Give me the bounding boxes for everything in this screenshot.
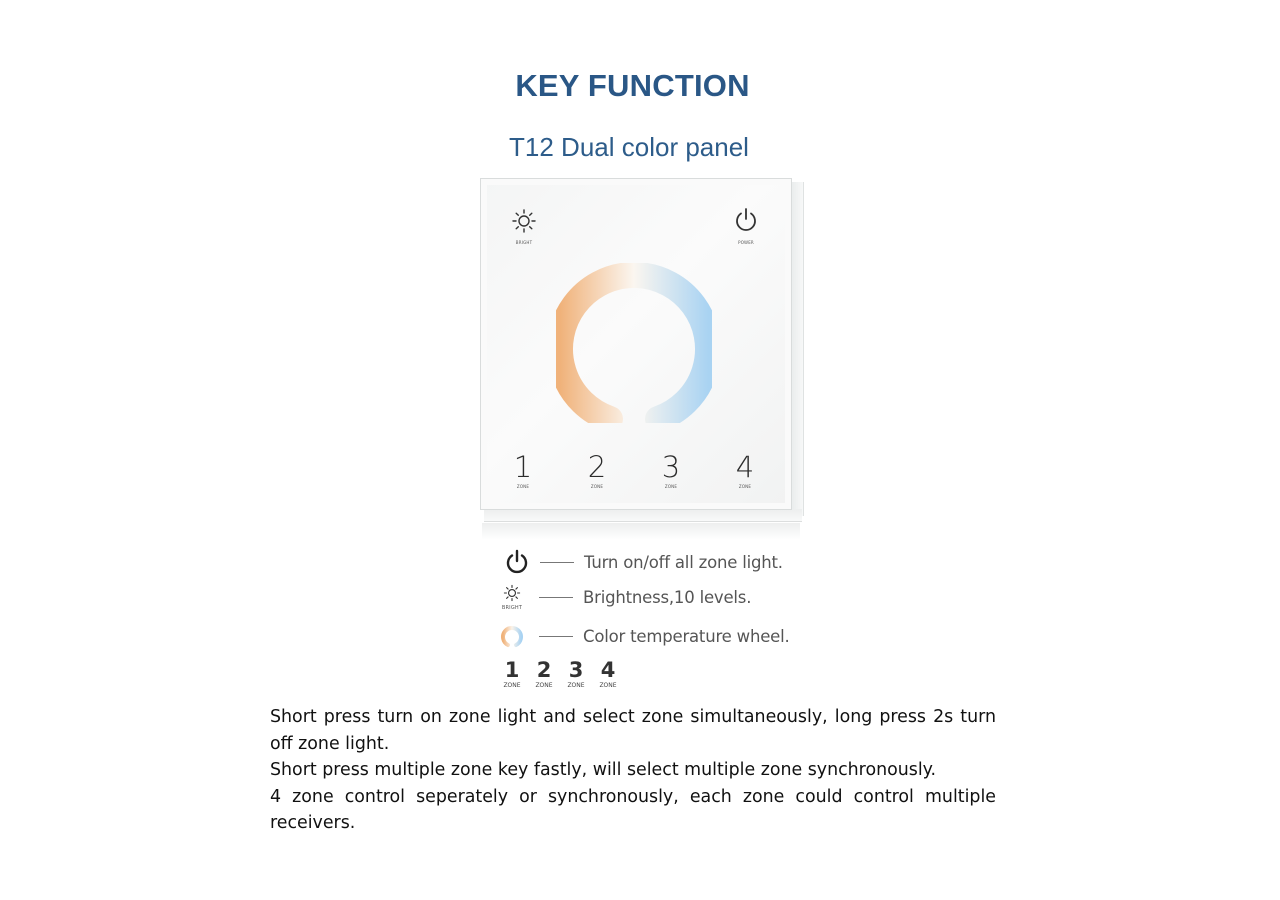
color-temperature-wheel-icon [556, 263, 712, 423]
panel-bottom-edge [484, 509, 802, 522]
legend-zone-number: 1 [504, 658, 520, 682]
panel-bright-label: BRIGHT [515, 240, 533, 245]
legend-connector [540, 562, 574, 563]
legend-wheel-text: Color temperature wheel. [583, 626, 790, 646]
panel-bright-key [504, 208, 544, 245]
description-block [270, 704, 996, 837]
legend-zone-keys [500, 659, 620, 689]
legend-power-row [504, 548, 783, 576]
legend-zone-label: ZONE [599, 682, 617, 689]
legend-bright-label: BRIGHT [501, 604, 523, 611]
power-icon [732, 206, 760, 234]
panel-zone-number: 2 [587, 450, 607, 484]
legend-connector [539, 636, 573, 637]
panel-zone-key-4 [725, 451, 765, 489]
panel-zone-number: 4 [735, 450, 755, 484]
legend-zone-number: 4 [600, 658, 616, 682]
panel-face [480, 178, 792, 510]
legend-connector [539, 597, 573, 598]
panel-side-edge [791, 182, 804, 516]
panel-zone-key-2 [577, 451, 617, 489]
legend-zone-2 [532, 659, 556, 689]
panel-zone-number: 3 [661, 450, 681, 484]
legend-zone-label: ZONE [535, 682, 553, 689]
legend-zone-label: ZONE [503, 682, 521, 689]
panel-zone-key-3 [651, 451, 691, 489]
description-paragraph: Short press multiple zone key fastly, will select multiple zone synchronously. [270, 760, 937, 781]
legend-zone-label: ZONE [567, 682, 585, 689]
description-paragraph: Short press turn on zone light and select zone simultaneously, long press 2s turn off zone light. [270, 707, 996, 754]
panel-reflection [482, 523, 800, 540]
panel-zone-key-1 [503, 451, 543, 489]
panel-zone-label: ZONE [664, 484, 678, 489]
legend-zone-1 [500, 659, 524, 689]
page-subtitle: T12 Dual color panel [509, 132, 749, 162]
panel-power-key [726, 206, 766, 245]
legend-zone-3 [564, 659, 588, 689]
panel-zone-number: 1 [513, 450, 533, 484]
panel-zone-label: ZONE [590, 484, 604, 489]
panel-illustration [480, 178, 803, 540]
legend-zone-number: 2 [536, 658, 552, 682]
panel-zone-label: ZONE [516, 484, 530, 489]
legend-wheel-row [499, 622, 790, 650]
page-title: KEY FUNCTION [515, 68, 750, 103]
panel-zone-label: ZONE [738, 484, 752, 489]
legend-zone-4 [596, 659, 620, 689]
legend-zone-number: 3 [568, 658, 584, 682]
panel-power-label: POWER [738, 240, 754, 245]
color-temperature-wheel-icon [499, 623, 525, 649]
legend-bright-icon-group [499, 584, 525, 611]
legend-bright-row [499, 582, 751, 612]
description-paragraph: 4 zone control seperately or synchronously, each zone could control multiple receivers. [270, 786, 996, 834]
sun-icon [511, 208, 537, 234]
legend-bright-text: Brightness,10 levels. [583, 587, 752, 607]
power-icon [504, 549, 530, 575]
sun-icon [503, 584, 521, 602]
legend-power-text: Turn on/off all zone light. [584, 552, 783, 572]
